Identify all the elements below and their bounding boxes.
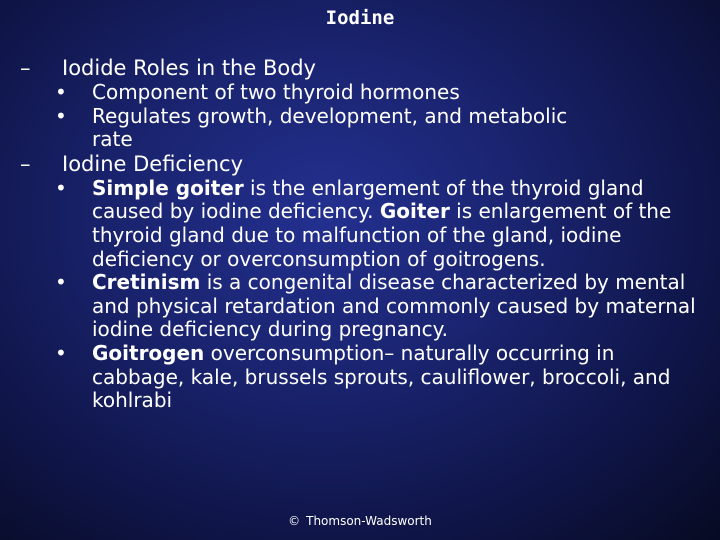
section-heading-deficiency <box>20 152 700 177</box>
term-cretinism: Cretinism <box>92 270 201 295</box>
dash-marker: – <box>20 56 31 80</box>
bullet-marker: • <box>55 80 67 104</box>
bullet-marker: • <box>55 175 67 200</box>
bullet-marker: • <box>55 340 67 365</box>
bullet-text-continued: rate <box>92 127 133 152</box>
copyright-text: Thomson-Wadsworth <box>306 514 432 528</box>
bullet-item-simple-goiter <box>20 177 700 271</box>
copyright-symbol: © <box>288 514 301 528</box>
definition-text: is the enlargement of the thyroid gland caused by iodine deficiency. <box>92 175 644 224</box>
definition-text: is a congenital disease characterized by mental and physical retardation and commonly caused by maternal iodine deficiency during pregnancy. <box>92 270 696 342</box>
section-heading-roles <box>20 56 700 81</box>
definition-text: is enlargement of the thyroid gland due to malfunction of the gland, iodine deficiency or overconsumption of goitrogens. <box>92 199 672 271</box>
slide-title: Iodine <box>325 7 395 29</box>
bullet-item-cretinism <box>20 271 700 342</box>
bullet-item-regulates-growth <box>20 105 700 152</box>
definition-text: overconsumption– naturally occurring in cabbage, kale, brussels sprouts, cauliflower, broccoli, and kohlrabi <box>92 340 671 413</box>
bullet-marker: • <box>55 103 67 128</box>
bullet-item-goitrogen <box>20 342 700 413</box>
term-goitrogen: Goitrogen <box>92 340 205 365</box>
section-heading-text: Iodide Roles in the Body <box>62 56 316 80</box>
bullet-text: Regulates growth, development, and metabolic <box>92 103 568 128</box>
slide-content <box>20 56 700 413</box>
bullet-text: Component of two thyroid hormones <box>92 80 460 104</box>
term-goiter: Goiter <box>379 199 450 224</box>
copyright-footer <box>0 514 720 528</box>
term-simple-goiter: Simple goiter <box>92 175 244 200</box>
dash-marker: – <box>20 151 31 176</box>
bullet-marker: • <box>55 270 67 295</box>
section-heading-text: Iodine Deficiency <box>62 151 244 176</box>
bullet-item-thyroid-hormones <box>20 81 700 105</box>
